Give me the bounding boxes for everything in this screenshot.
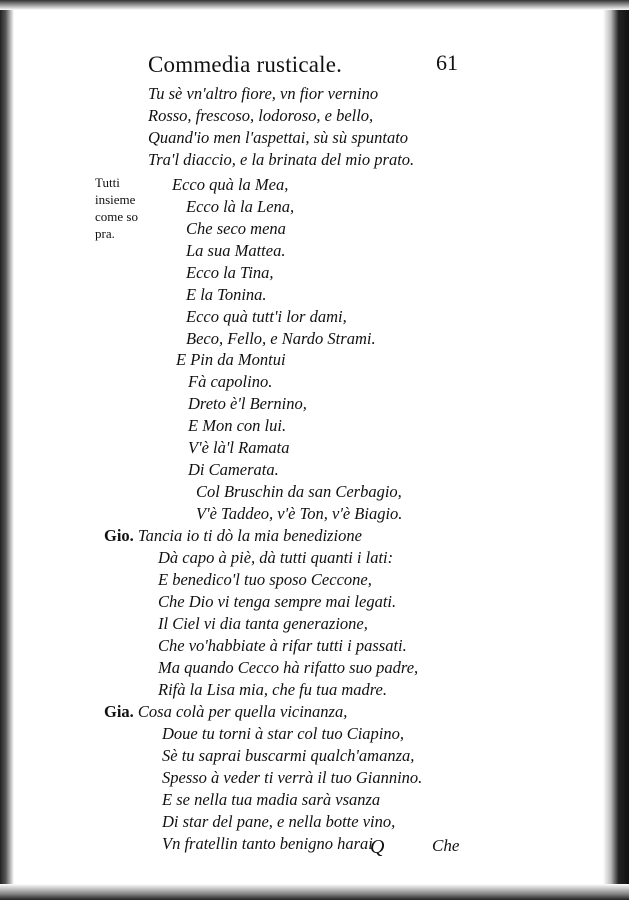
verse-line: Dà capo à piè, dà tutti quanti i lati: xyxy=(158,548,394,567)
page-edge-right xyxy=(603,0,629,900)
marginal-note xyxy=(95,174,138,242)
verse-line: Doue tu torni à star col tuo Ciapino, xyxy=(162,724,405,743)
speaker-label: Gio. xyxy=(104,526,134,545)
verse-text: Tancia io ti dò la mia benedizione xyxy=(137,526,362,545)
chorus-line: Col Bruschin da san Cerbagio, xyxy=(196,482,402,501)
speaker-label: Gia. xyxy=(104,702,134,721)
verse-line xyxy=(104,702,347,722)
chorus-line: Dreto è'l Bernino, xyxy=(188,394,307,413)
verse-line: Quand'io men l'aspettai, sù sù spuntato xyxy=(148,128,409,147)
signature-mark: Q xyxy=(370,836,385,858)
chorus-line: Di Camerata. xyxy=(188,460,279,479)
verse-line: Tra'l diaccio, e la brinata del mio prato. xyxy=(148,150,415,169)
marginal-note-line: come so xyxy=(95,209,138,224)
marginal-note-line: insieme xyxy=(95,192,136,207)
page-edge-top xyxy=(0,0,629,10)
chorus-line: La sua Mattea. xyxy=(186,241,286,260)
verse-line: E se nella tua madia sarà vsanza xyxy=(162,790,381,809)
verse-line: Spesso à veder ti verrà il tuo Giannino. xyxy=(162,768,423,787)
chorus-line: Ecco quà tutt'i lor dami, xyxy=(186,307,347,326)
chorus-line: Ecco la Tina, xyxy=(186,263,274,282)
verse-line: Rosso, frescoso, lodoroso, e bello, xyxy=(148,106,374,125)
verse-line: Vn fratellin tanto benigno harai xyxy=(162,834,373,853)
verse-line xyxy=(104,526,362,546)
marginal-note-line: Tutti xyxy=(95,175,120,190)
chorus-line: Fà capolino. xyxy=(188,372,273,391)
page-edge-bottom xyxy=(0,884,629,900)
verse-line: Rifà la Lisa mia, che fu tua madre. xyxy=(158,680,388,699)
chorus-line: Che seco mena xyxy=(186,219,286,238)
chorus-line: E Mon con lui. xyxy=(188,416,287,435)
chorus-line: Beco, Fello, e Nardo Strami. xyxy=(186,329,376,348)
marginal-note-line: pra. xyxy=(95,226,115,241)
chorus-line: Ecco quà la Mea, xyxy=(172,175,289,194)
chorus-line: V'è Taddeo, v'è Ton, v'è Biagio. xyxy=(196,504,403,523)
verse-line: Tu sè vn'altro fiore, vn fior vernino xyxy=(148,84,379,103)
verse-line: Sè tu saprai buscarmi qualch'amanza, xyxy=(162,746,415,765)
verse-line: Ma quando Cecco hà rifatto suo padre, xyxy=(158,658,419,677)
page-number: 61 xyxy=(436,50,458,75)
running-title: Commedia rusticale. xyxy=(148,52,343,77)
verse-line: Che Dio vi tenga sempre mai legati. xyxy=(158,592,397,611)
chorus-line: V'è là'l Ramata xyxy=(188,438,290,457)
page-edge-left xyxy=(0,0,14,900)
chorus-line: Ecco là la Lena, xyxy=(186,197,295,216)
verse-line: Il Ciel vi dia tanta generazione, xyxy=(158,614,368,633)
chorus-line: E Pin da Montui xyxy=(176,350,286,369)
verse-text: Cosa colà per quella vicinanza, xyxy=(137,702,348,721)
catchword: Che xyxy=(432,836,460,855)
verse-line: Che vo'habbiate à rifar tutti i passati. xyxy=(158,636,407,655)
chorus-line: E la Tonina. xyxy=(186,285,267,304)
verse-line: Di star del pane, e nella botte vino, xyxy=(162,812,396,831)
verse-line: E benedico'l tuo sposo Ceccone, xyxy=(158,570,372,589)
